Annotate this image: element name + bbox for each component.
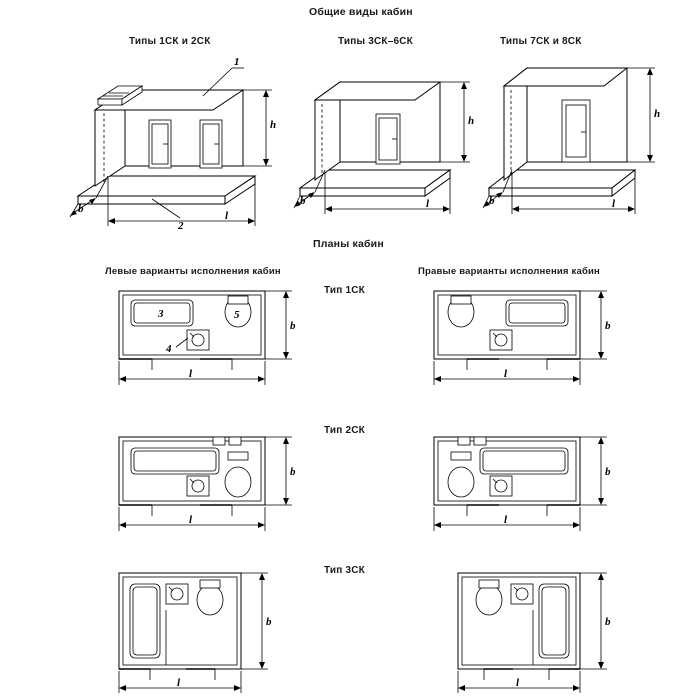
svg-text:l: l bbox=[426, 198, 430, 210]
svg-text:b: b bbox=[290, 466, 296, 478]
isometric-view-3 bbox=[483, 68, 660, 214]
svg-text:b: b bbox=[605, 616, 611, 628]
plan-2sk-right bbox=[434, 437, 611, 531]
svg-text:l: l bbox=[189, 368, 193, 380]
plan-row-type-3: Тип 3СК bbox=[324, 565, 365, 576]
svg-text:l: l bbox=[177, 677, 181, 689]
plan-1sk-left bbox=[119, 291, 296, 385]
callout-4-label: 4 bbox=[166, 343, 172, 355]
plan-2sk-left bbox=[119, 437, 296, 531]
callout-2-label: 2 bbox=[178, 220, 184, 232]
svg-text:b: b bbox=[300, 195, 306, 207]
callout-1-label: 1 bbox=[234, 56, 240, 68]
plans-heading: Планы кабин bbox=[313, 238, 384, 250]
left-variants-label: Левые варианты исполнения кабин bbox=[105, 266, 281, 277]
callout-3-label: 3 bbox=[158, 308, 164, 320]
plan-1sk-right bbox=[434, 291, 611, 385]
view-caption-1: Типы 1СК и 2СК bbox=[129, 36, 211, 47]
isometric-view-1 bbox=[70, 56, 276, 232]
plan-row-type-1: Тип 1СК bbox=[324, 285, 365, 296]
view-caption-2: Типы 3СК–6СК bbox=[338, 36, 413, 47]
svg-text:l: l bbox=[612, 198, 616, 210]
callout-5-label: 5 bbox=[234, 309, 240, 321]
views-heading: Общие виды кабин bbox=[309, 6, 413, 18]
svg-text:b: b bbox=[605, 320, 611, 332]
right-variants-label: Правые варианты исполнения кабин bbox=[418, 266, 600, 277]
svg-text:b: b bbox=[290, 320, 296, 332]
view-caption-3: Типы 7СК и 8СК bbox=[500, 36, 582, 47]
isometric-view-2 bbox=[294, 82, 474, 214]
svg-text:h: h bbox=[654, 108, 661, 120]
svg-text:b: b bbox=[78, 203, 84, 215]
plan-row-type-2: Тип 2СК bbox=[324, 425, 365, 436]
svg-text:l: l bbox=[225, 210, 229, 222]
svg-text:h: h bbox=[468, 115, 475, 127]
svg-text:l: l bbox=[504, 368, 508, 380]
svg-text:l: l bbox=[189, 514, 193, 526]
svg-text:l: l bbox=[504, 514, 508, 526]
svg-text:b: b bbox=[489, 195, 495, 207]
svg-text:b: b bbox=[266, 616, 272, 628]
plan-3sk-left bbox=[119, 573, 272, 693]
svg-text:h: h bbox=[270, 119, 277, 131]
svg-text:b: b bbox=[605, 466, 611, 478]
plan-3sk-right bbox=[458, 573, 611, 693]
svg-text:l: l bbox=[516, 677, 520, 689]
